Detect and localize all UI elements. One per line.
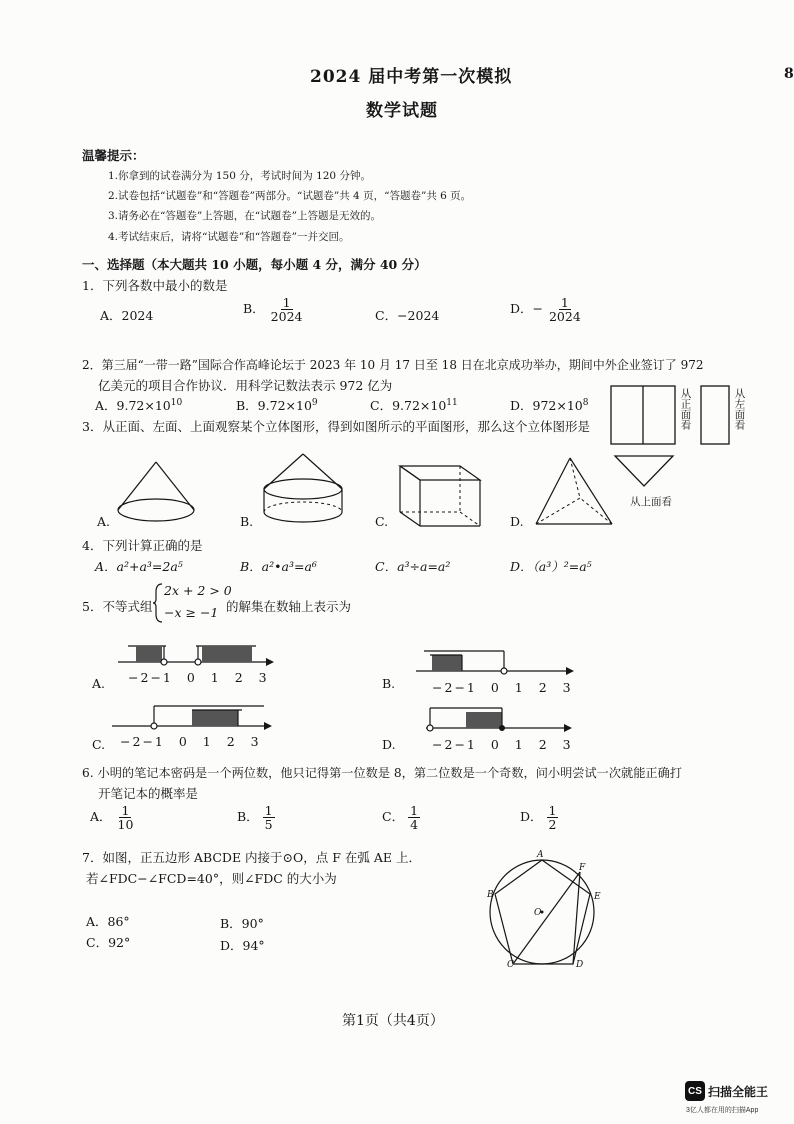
camscanner-name: 扫描全能王 xyxy=(708,1085,769,1099)
q3-stem: 3．从正面、左面、上面观察某个立体图形，得到如图所示的平面图形，那么这个立体图形是 xyxy=(82,419,590,434)
q2-option-d xyxy=(510,396,589,414)
cc-top-ellipse xyxy=(264,479,342,499)
q2-b-exp: 9 xyxy=(311,397,318,408)
q1-option-b-label: B． xyxy=(243,301,265,317)
q1-option-d xyxy=(510,296,583,323)
q6-d-num: 1 xyxy=(548,803,557,818)
q6-c-num: 1 xyxy=(410,803,419,818)
exam-subtitle: 数学试题 xyxy=(366,101,438,121)
q3-solid-pyramid xyxy=(532,456,622,530)
axis-c-3: 3 xyxy=(250,734,261,749)
q4-option-c: C．a³÷a=a² xyxy=(375,559,451,574)
q1-option-b xyxy=(243,296,304,323)
q2-d-base: D．972×10 xyxy=(510,398,583,413)
q6-a-den: 10 xyxy=(117,817,134,833)
q7-pentagon-figure xyxy=(484,850,614,975)
point-d-label: D xyxy=(576,960,584,970)
q2-option-a xyxy=(95,396,182,414)
q6-option-d-label: D． xyxy=(520,809,543,825)
q5-stem-prefix: 5．不等式组 xyxy=(82,599,153,614)
q1-option-d-label: D．− xyxy=(510,301,543,317)
q6-option-a-fraction xyxy=(116,804,136,831)
q6-stem-line1: 6. 小明的笔记本密码是一个两位数，他只记得第一位数是 8，第二位数是一个奇数，问小明尝试一次就能正确打 xyxy=(82,766,682,780)
q1-option-c: C．−2024 xyxy=(375,308,440,323)
q3-solid-cone-cylinder xyxy=(258,452,348,532)
axis-d-1: 1 xyxy=(514,737,525,752)
prism-bottom-left xyxy=(400,512,420,526)
q7-option-d: D．94° xyxy=(220,938,265,953)
q7-option-c: C．92° xyxy=(86,935,131,950)
point-e-label: E xyxy=(594,892,601,902)
q7-stem-line1: 7．如图，正五边形 ABCDE 内接于⊙O，点 F 在弧 AE 上． xyxy=(82,850,421,865)
q6-option-c-label: C． xyxy=(382,809,405,825)
q5-numberline-d xyxy=(426,704,576,734)
q5-numberline-c xyxy=(112,700,282,732)
axis-b-2: 2 xyxy=(538,680,549,695)
tip-1: 1.你拿到的试卷满分为 150 分，考试时间为 120 分钟。 xyxy=(108,170,371,182)
page-number: 第1页（共4页） xyxy=(342,1013,444,1029)
axis-c-2: 2 xyxy=(226,734,237,749)
q3-option-c: C. xyxy=(375,514,389,529)
q5-option-c: C. xyxy=(92,737,106,752)
axis-a-0: 0 xyxy=(186,670,197,685)
q5-ineq-2: −x ≥ −1 xyxy=(164,605,219,620)
q4-option-a: A．a²+a³=2a⁵ xyxy=(95,559,183,574)
prism-hidden-diag xyxy=(460,512,480,526)
q6-option-c-fraction xyxy=(408,804,420,831)
camscanner-subtitle: 3亿人都在用的扫描App xyxy=(686,1107,759,1114)
q2-option-b xyxy=(236,396,318,414)
q4-option-d: D．（a³）²=a⁵ xyxy=(510,559,592,574)
q4-option-b: B．a²•a³=a⁶ xyxy=(240,559,317,574)
q6-option-b-fraction xyxy=(263,804,275,831)
q6-option-d xyxy=(520,804,558,831)
q5-stem-suffix: 的解集在数轴上表示为 xyxy=(226,599,352,614)
q2-stem-line2: 亿美元的项目合作协议．用科学记数法表示 972 亿为 xyxy=(98,378,393,393)
axis-a-n2: −2 xyxy=(128,670,151,685)
q1-stem: 1．下列各数中最小的数是 xyxy=(82,278,228,293)
q2-stem-line1: 2．第三届“一带一路”国际合作高峰论坛于 2023 年 10 月 17 日至 18 日在北京成功举办，期间中外企业签订了 972 xyxy=(82,358,704,372)
q6-b-num: 1 xyxy=(264,803,273,818)
point-o-label: O xyxy=(534,908,542,918)
q6-option-d-fraction xyxy=(547,804,559,831)
tip-4: 4.考试结束后，请将“试题卷”和“答题卷”一并交回。 xyxy=(108,231,350,243)
axis-b-n2: −2 xyxy=(432,680,455,695)
axis-c-n2: −2 xyxy=(120,734,143,749)
q6-a-num: 1 xyxy=(121,803,130,818)
q5-numberline-a xyxy=(118,640,278,668)
point-c-label: C xyxy=(507,960,514,970)
q1-option-d-fraction xyxy=(547,296,583,323)
q1-b-den: 2024 xyxy=(270,309,303,325)
q2-a-base: A．9.72×10 xyxy=(95,398,171,413)
top-view-triangle xyxy=(615,456,673,486)
q1-option-a: A．2024 xyxy=(100,308,154,323)
q5-axis-a xyxy=(128,670,269,685)
edge-mark: 8 xyxy=(784,66,794,82)
cc-bottom-hidden xyxy=(264,502,342,512)
q5-axis-d xyxy=(432,737,573,752)
pyr-right xyxy=(570,458,612,524)
pyr-hidden-1 xyxy=(570,458,580,498)
q6-option-a xyxy=(90,804,135,831)
axis-a-n1: −1 xyxy=(150,670,173,685)
axis-b-n1: −1 xyxy=(454,680,477,695)
axis-a-2: 2 xyxy=(234,670,245,685)
q7-option-a: A．86° xyxy=(86,914,130,929)
q6-d-den: 2 xyxy=(548,817,557,833)
point-a-label: A xyxy=(537,850,544,860)
axis-d-3: 3 xyxy=(562,737,573,752)
q3-solid-prism xyxy=(396,460,486,532)
q6-b-den: 5 xyxy=(264,817,273,833)
cone-base xyxy=(118,499,194,521)
tips-heading: 温馨提示： xyxy=(82,148,145,163)
q1-d-num: 1 xyxy=(560,295,569,310)
q5-numberline-b xyxy=(416,645,576,677)
segment-fc xyxy=(513,872,580,964)
axis-d-n1: −1 xyxy=(454,737,477,752)
pyr-hidden-3 xyxy=(580,498,612,524)
q6-option-a-label: A． xyxy=(90,809,112,825)
axis-a-3: 3 xyxy=(258,670,269,685)
camscanner-logo: CS xyxy=(685,1081,705,1101)
view-top-label: 从上面看 xyxy=(630,496,672,508)
q6-option-c xyxy=(382,804,420,831)
prism-top xyxy=(400,466,480,480)
q3-option-d: D. xyxy=(510,514,524,529)
prism-top-line xyxy=(400,466,420,480)
axis-d-0: 0 xyxy=(490,737,501,752)
q2-b-base: B．9.72×10 xyxy=(236,398,312,413)
q1-d-den: 2024 xyxy=(548,309,581,325)
cc-bottom-ellipse xyxy=(264,512,342,522)
section-heading: 一、选择题（本大题共 10 小题，每小题 4 分，满分 40 分） xyxy=(82,257,427,272)
q2-option-c xyxy=(370,396,458,414)
cone-right-edge xyxy=(156,462,194,510)
axis-b-0: 0 xyxy=(490,680,501,695)
tip-3: 3.请务必在“答题卷”上答题，在“试题卷”上答题是无效的。 xyxy=(108,210,381,222)
q6-option-b-label: B． xyxy=(237,809,259,825)
q5-brace xyxy=(152,582,164,624)
q2-a-exp: 10 xyxy=(170,397,183,408)
q4-stem: 4．下列计算正确的是 xyxy=(82,538,203,553)
axis-b-3: 3 xyxy=(562,680,573,695)
q2-d-exp: 8 xyxy=(582,397,589,408)
axis-a-1: 1 xyxy=(210,670,221,685)
tip-2: 2.试卷包括“试题卷”和“答题卷”两部分。“试题卷”共 4 页，“答题卷”共 6 页。 xyxy=(108,190,472,202)
axis-b-1: 1 xyxy=(514,680,525,695)
q3-solid-cone xyxy=(112,458,202,530)
q5-axis-c xyxy=(120,734,261,749)
q1-b-num: 1 xyxy=(282,295,291,310)
axis-d-n2: −2 xyxy=(432,737,455,752)
axis-c-1: 1 xyxy=(202,734,213,749)
q7-stem-line2: 若∠FDC−∠FCD=40°，则∠FDC 的大小为 xyxy=(86,871,337,886)
point-b-label: B xyxy=(487,890,494,900)
axis-d-2: 2 xyxy=(538,737,549,752)
q2-c-exp: 11 xyxy=(446,397,458,408)
q6-option-b xyxy=(237,804,275,831)
cone-left-edge xyxy=(118,462,156,510)
view-left-label: 从左面看 xyxy=(733,388,746,430)
q5-option-d: D. xyxy=(382,737,396,752)
q3-option-a: A. xyxy=(97,514,111,529)
q3-option-b: B. xyxy=(240,514,254,529)
axis-c-n1: −1 xyxy=(142,734,165,749)
q7-option-b: B．90° xyxy=(220,916,264,931)
point-f-label: F xyxy=(579,863,586,873)
q5-option-a: A. xyxy=(92,676,106,691)
axis-c-0: 0 xyxy=(178,734,189,749)
q5-option-b: B. xyxy=(382,676,396,691)
q6-c-den: 4 xyxy=(410,817,419,833)
q2-c-base: C．9.72×10 xyxy=(370,398,447,413)
left-view-rect xyxy=(701,386,729,444)
q6-stem-line2: 开笔记本的概率是 xyxy=(98,786,199,801)
exam-title: 2024 届中考第一次模拟 xyxy=(310,67,513,87)
q5-ineq-1: 2x + 2 > 0 xyxy=(164,583,232,598)
q5-axis-b xyxy=(432,680,573,695)
q1-option-b-fraction xyxy=(269,296,305,323)
view-front-label: 从正面看 xyxy=(679,388,692,430)
